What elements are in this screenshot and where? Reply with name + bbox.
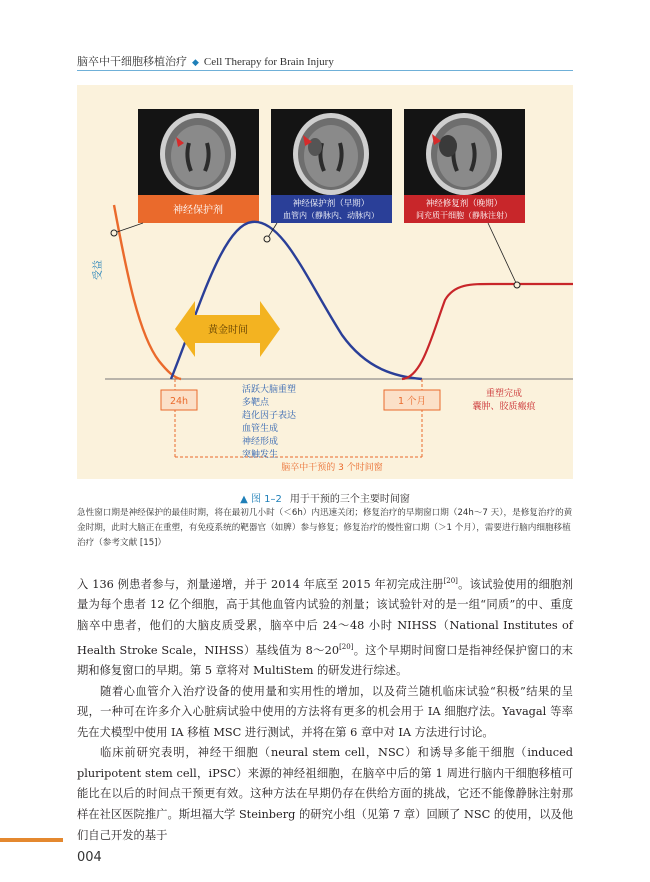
ct-panel-1	[138, 109, 259, 199]
figure-number: 图 1–2	[250, 494, 282, 505]
diamond-separator-icon: ◆	[192, 58, 199, 68]
ct-panel-2	[271, 109, 392, 199]
paragraph-3: 临床前研究表明，神经干细胞（neural stem cell，NSC）和诱导多能干细胞（induced pluripotent stem cell，iPSC）来源的神经祖细胞，在脑卒中后的第 1 周进行脑内干细胞移植可能比在以后的时间点干预更有效。这种方法在早期仍存在供给方面的挑战，它还不能像静脉注射那样在社区医院推广。斯坦福大学 Steinberg 的研究小组（见第 7 章）回顾了 NSC 的使用，以及他们自己开发的基于	[77, 746, 573, 842]
paragraph-2: 随着心血管介入治疗设备的使用量和实用性的增加，以及荷兰随机临床试验“积极”结果的呈现，一种可在许多介入心脏病试验中使用的方法将有更多的机会用于 IA 细胞疗法。Yavagal 等率先在犬模型中使用 IA 移植 MSC 进行测试，并将在第 6 章中对 IA 方法进行讨论。	[77, 684, 573, 739]
list-item: 神经形成	[242, 437, 279, 447]
red-curve	[402, 284, 573, 379]
triangle-marker-icon: ▲	[240, 494, 248, 505]
benefit-axis-label: 受益	[93, 260, 104, 280]
running-header	[77, 53, 334, 69]
paragraph-1: 入 136 例患者参与，剂量递增，并于 2014 年底至 2015 年初完成注册[20]。该试验使用的细胞剂量为每个患者 12 亿个细胞，高于其他血管内试验的剂量；该试验针对的是一组“同质”的中、重度脑卒中患者，他们的大脑皮质受累，脑卒中后 24～48 小时 NIHSS（National Institutes of Health Stroke Scale，NIHSS）基线值为 8～20[20]。这个早期时间窗口是指神经保护窗口的末期和修复窗口的早期。第 5 章将对 MultiStem 的研发进行综述。	[77, 577, 573, 677]
header-rule	[77, 70, 573, 71]
list-item: 趋化因子表达	[242, 411, 297, 421]
figure-caption-body: 急性窗口期是神经保护的最佳时期，将在最初几小时（＜6h）内迅速关闭；修复治疗的早期窗口期（24h～7 天），是修复治疗的黄金时期，此时大脑正在重塑，有免疫系统的靶器官（如脾）参与修复；修复治疗的慢性窗口期（＞1 个月），需要进行脑内细胞移植治疗（参考文献 [15]）	[77, 508, 573, 548]
marker-dot	[514, 282, 520, 288]
label-24h: 24h	[169, 396, 189, 407]
marker-dot	[111, 230, 117, 236]
box-early-line2: 血管内（静脉内、动脉内）	[283, 211, 379, 220]
figure-title: 用于干预的三个主要时间窗	[289, 494, 410, 505]
header-title-en: Cell Therapy for Brain Injury	[203, 56, 334, 68]
list-item: 活跃大脑重塑	[242, 385, 297, 395]
figure-1-2	[77, 85, 573, 479]
box-late-line1: 神经修复剂（晚期）	[425, 199, 503, 209]
page-number: 004	[77, 850, 102, 865]
right-label-1: 重塑完成	[485, 389, 523, 399]
figure-caption-title	[0, 490, 650, 505]
window-label: 脑卒中干预的 3 个时间窗	[281, 463, 383, 473]
list-item: 血管生成	[242, 424, 279, 434]
remodeling-list	[242, 383, 296, 460]
list-item: 突触发生	[242, 450, 279, 460]
header-title-cn: 脑卒中干细胞移植治疗	[77, 55, 187, 68]
ct-panel-3	[404, 109, 525, 199]
golden-time-label: 黄金时间	[208, 325, 248, 336]
footer-accent-bar	[0, 838, 63, 842]
list-item: 多靶点	[242, 398, 270, 408]
orange-curve	[114, 205, 181, 379]
label-1month: 1 个月	[397, 396, 427, 407]
box-late-line2: 间充质干细胞（静脉注射）	[416, 211, 512, 220]
box-neuroprotect-label: 神经保护剂	[173, 205, 223, 216]
blue-curve	[171, 222, 422, 379]
marker-dot	[264, 236, 270, 242]
body-text	[77, 571, 573, 846]
time-window-diagram	[77, 85, 573, 479]
box-early-line1: 神经保护剂（早期）	[292, 199, 370, 209]
right-label-2: 囊肿、胶质瘢痕	[472, 402, 536, 412]
